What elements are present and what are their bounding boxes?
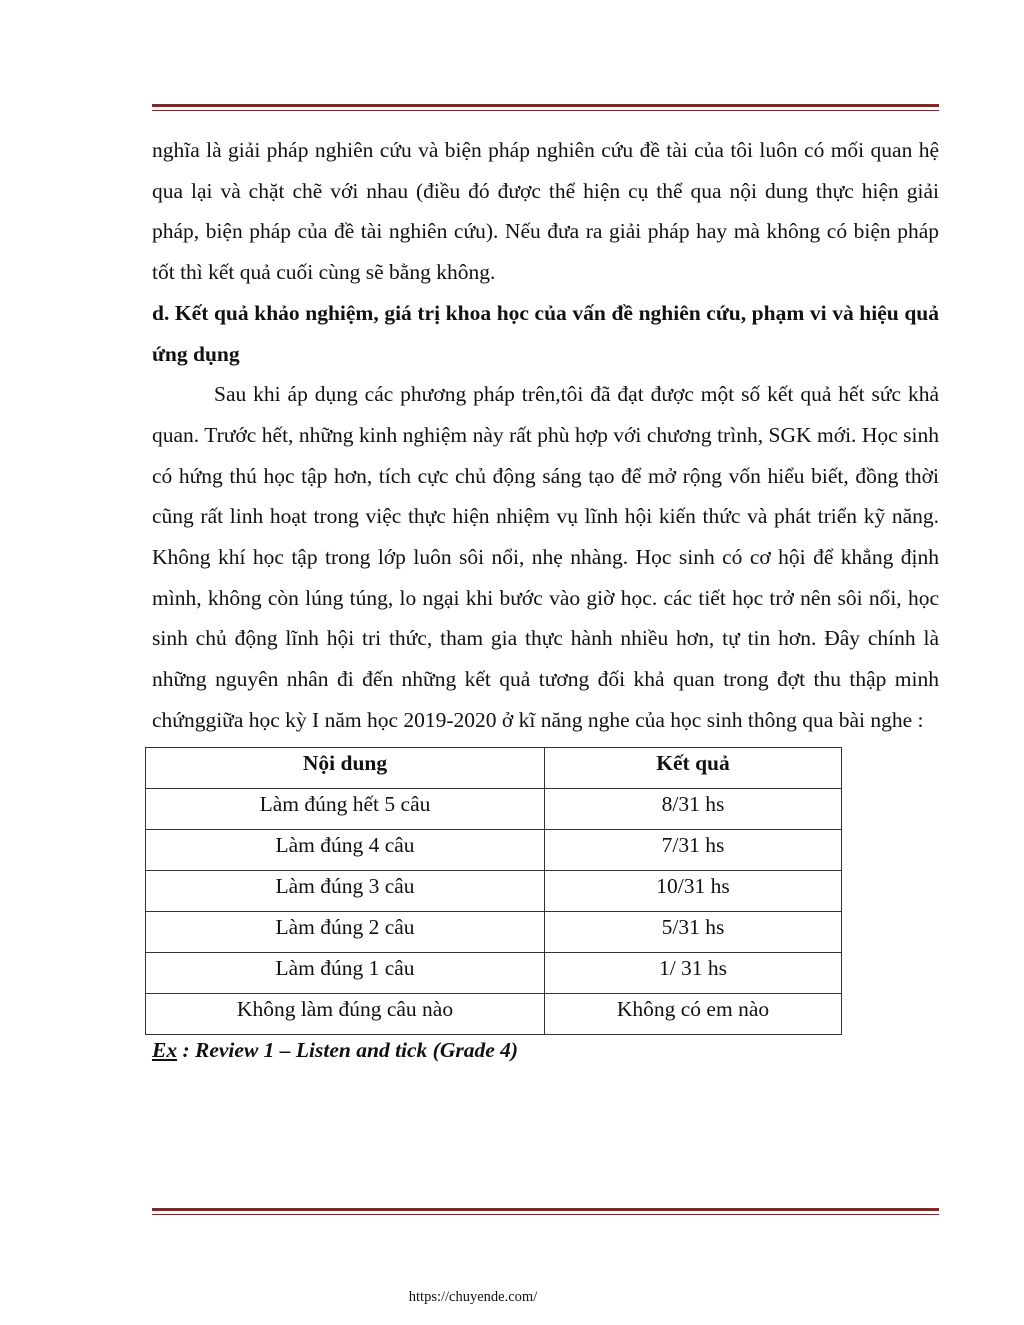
example-caption: [152, 1035, 939, 1065]
table-row: [146, 870, 842, 911]
paragraph-1: nghĩa là giải pháp nghiên cứu và biện pháp nghiên cứu đề tài của tôi luôn có mối quan hệ qua lại và chặt chẽ với nhau (điều đó được thể hiện cụ thể qua nội dung thực hiện giải pháp, biện pháp của đề tài nghiên cứu). Nếu đưa ra giải pháp hay mà không có biện pháp tốt thì kết quả cuối cùng sẽ bằng không.: [152, 138, 939, 285]
table-row: [146, 911, 842, 952]
header-result: Kết quả: [545, 747, 842, 788]
table-cell: Làm đúng hết 5 câu: [146, 788, 545, 829]
table-cell: 5/31 hs: [545, 911, 842, 952]
footer-url[interactable]: https://chuyende.com/: [408, 1289, 538, 1305]
table-cell: 8/31 hs: [545, 788, 842, 829]
table-row: [146, 952, 842, 993]
header-content: Nội dung: [146, 747, 545, 788]
table-row: [146, 993, 842, 1034]
table-cell: 7/31 hs: [545, 829, 842, 870]
table-cell: Không làm đúng câu nào: [146, 993, 545, 1034]
example-prefix: Ex: [152, 1037, 178, 1062]
table-cell: 1/ 31 hs: [545, 952, 842, 993]
document-body: [152, 130, 939, 1065]
section-heading: d. Kết quả khảo nghiệm, giá trị khoa học của vấn đề nghiên cứu, phạm vi và hiệu quả ứng dụng: [152, 300, 939, 366]
paragraph-2: Sau khi áp dụng các phương pháp trên,tôi đã đạt được một số kết quả hết sức khả quan. Trước hết, những kinh nghiệm này rất phù hợp với chương trình, SGK mới. Học sinh có hứng thú học tập hơn, tích cực chủ động sáng tạo để mở rộng vốn hiểu biết, đồng thời cũng rất linh hoạt trong việc thực hiện nhiệm vụ lĩnh hội kiến thức và phát triển kỹ năng. Không khí học tập trong lớp luôn sôi nổi, nhẹ nhàng. Học sinh có cơ hội để khẳng định mình, không còn lúng túng, lo ngại khi bước vào giờ học. các tiết học trở nên sôi nổi, học sinh chủ động lĩnh hội tri thức, tham gia thực hành nhiều hơn, tự tin hơn. Đây chính là những nguyên nhân đi đến những kết quả tương đối khả quan trong đợt thu thập minh chứnggiữa học kỳ I năm học 2019-2020 ở kĩ năng nghe của học sinh thông qua bài nghe :: [152, 382, 939, 732]
table-cell: Làm đúng 3 câu: [146, 870, 545, 911]
table-header-row: [146, 747, 842, 788]
table-row: [146, 829, 842, 870]
table-cell: Làm đúng 1 câu: [146, 952, 545, 993]
header-rule: [152, 104, 939, 111]
table-cell: Làm đúng 2 câu: [146, 911, 545, 952]
table-cell: 10/31 hs: [545, 870, 842, 911]
example-text: : Review 1 – Listen and tick (Grade 4): [177, 1037, 519, 1062]
table-cell: Không có em nào: [545, 993, 842, 1034]
results-table: [145, 747, 842, 1035]
footer-rule: [152, 1208, 939, 1215]
table-row: [146, 788, 842, 829]
table-cell: Làm đúng 4 câu: [146, 829, 545, 870]
